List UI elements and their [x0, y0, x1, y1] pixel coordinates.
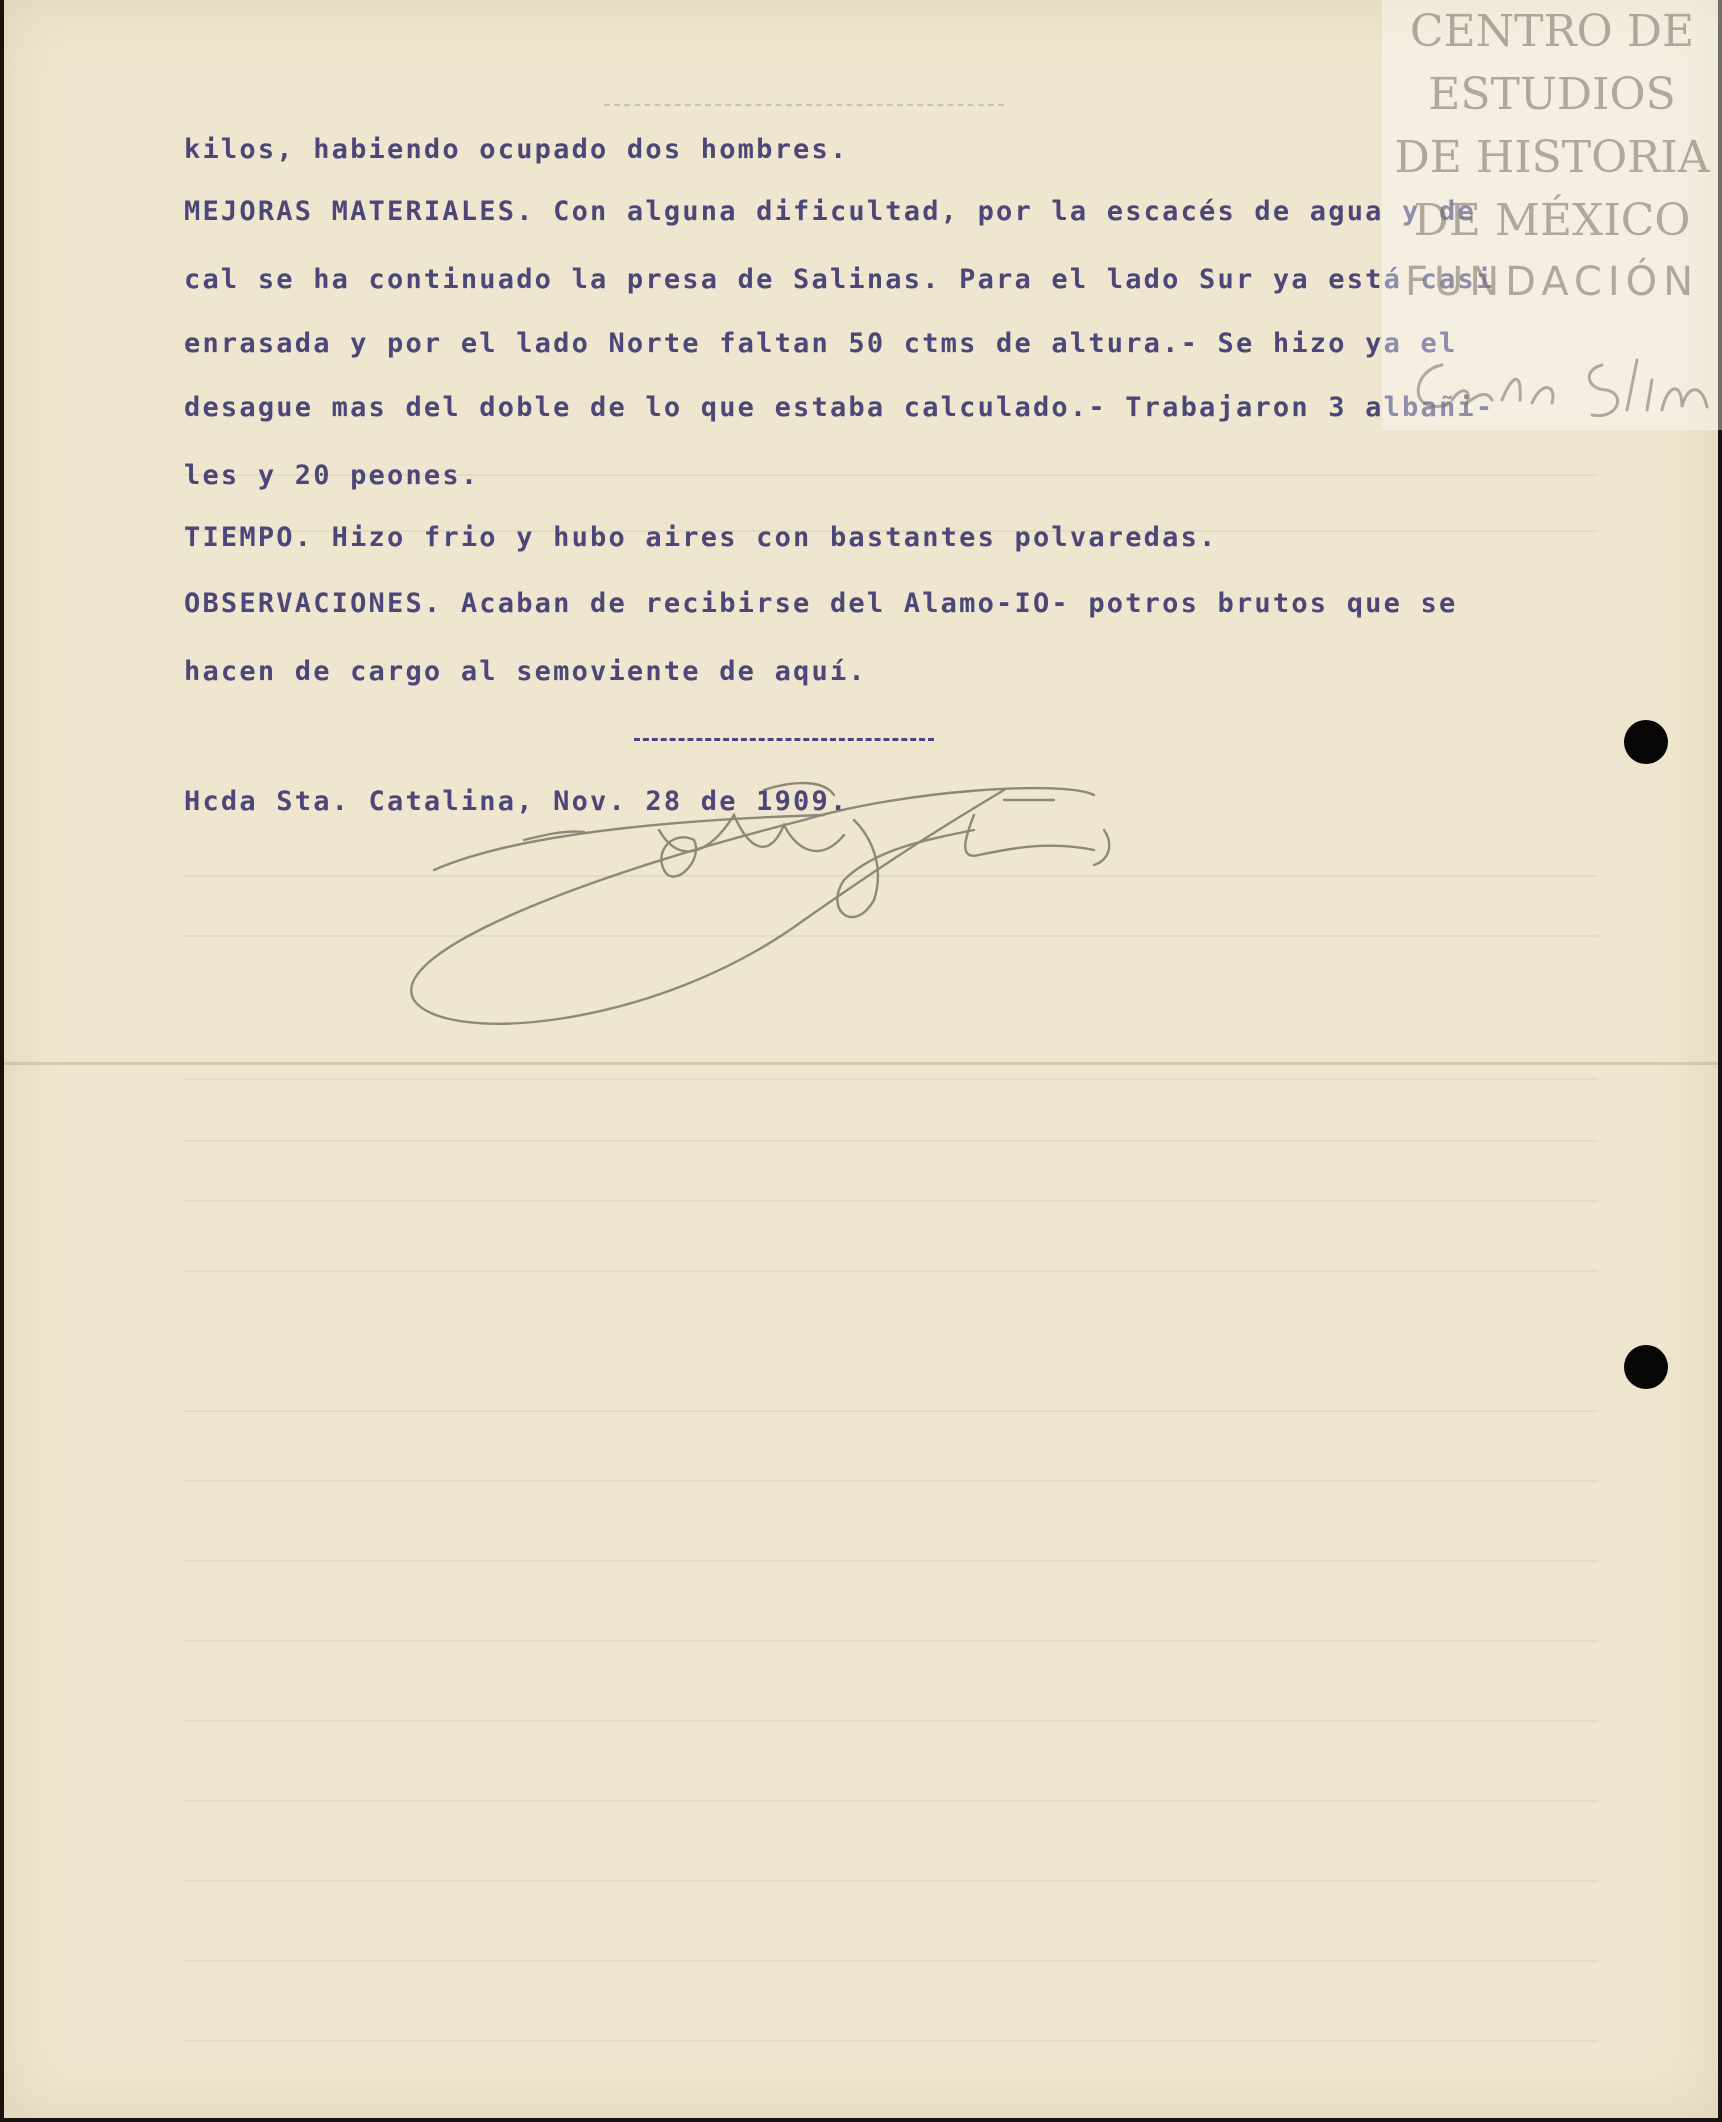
text-line-1: kilos, habiendo ocupado dos hombres.	[184, 134, 849, 165]
text-line-8: OBSERVACIONES. Acaban de recibirse del Alamo-IO- potros brutos que se	[184, 588, 1458, 619]
bleed-through-line	[184, 1720, 1598, 1722]
bleed-through-line	[184, 1410, 1598, 1412]
text-line-4: enrasada y por el lado Norte faltan 50 ctms de altura.- Se hizo ya el	[184, 328, 1458, 359]
bleed-through-line	[184, 1480, 1598, 1482]
bleed-through-line	[184, 1560, 1598, 1562]
bleed-through-line	[184, 1270, 1598, 1272]
dashed-separator	[634, 738, 934, 741]
watermark-line-1: CENTRO DE	[1409, 6, 1695, 57]
watermark-line-4: DE MÉXICO	[1413, 195, 1691, 246]
bleed-through-line	[184, 1640, 1598, 1642]
watermark-line-2: ESTUDIOS	[1428, 69, 1676, 120]
bleed-through-line	[184, 1200, 1598, 1202]
text-line-5: desague mas del doble de lo que estaba calculado.- Trabajaron 3 albañi-	[184, 392, 1495, 423]
bleed-through-line	[184, 2040, 1598, 2042]
text-line-3: cal se ha continuado la presa de Salinas. Para el lado Sur ya está casi	[184, 264, 1495, 295]
archive-watermark	[1382, 0, 1722, 430]
bleed-through-line	[184, 1140, 1598, 1142]
bleed-through-line	[184, 1800, 1598, 1802]
bleed-through-line	[184, 1960, 1598, 1962]
text-line-6: les y 20 peones.	[184, 460, 480, 491]
bleed-through-line	[184, 1078, 1598, 1080]
place-date-line: Hcda Sta. Catalina, Nov. 28 de 1909.	[184, 786, 849, 817]
watermark-signature	[1402, 345, 1722, 425]
punch-hole	[1624, 1345, 1668, 1389]
watermark-foundation: FUNDACIÓN	[1404, 259, 1700, 305]
text-line-7: TIEMPO. Hizo frio y hubo aires con bastantes polvaredas.	[184, 522, 1218, 553]
faint-separator	[604, 104, 1004, 108]
watermark-line-3: DE HISTORIA	[1394, 132, 1710, 183]
paper-fold	[4, 1062, 1718, 1065]
handwritten-signature	[404, 760, 1304, 1050]
bleed-through-line	[184, 1880, 1598, 1882]
punch-hole	[1624, 720, 1668, 764]
document-page	[4, 0, 1718, 2118]
text-line-9: hacen de cargo al semoviente de aquí.	[184, 656, 867, 687]
text-line-2: MEJORAS MATERIALES. Con alguna dificultad, por la escacés de agua y de	[184, 196, 1476, 227]
